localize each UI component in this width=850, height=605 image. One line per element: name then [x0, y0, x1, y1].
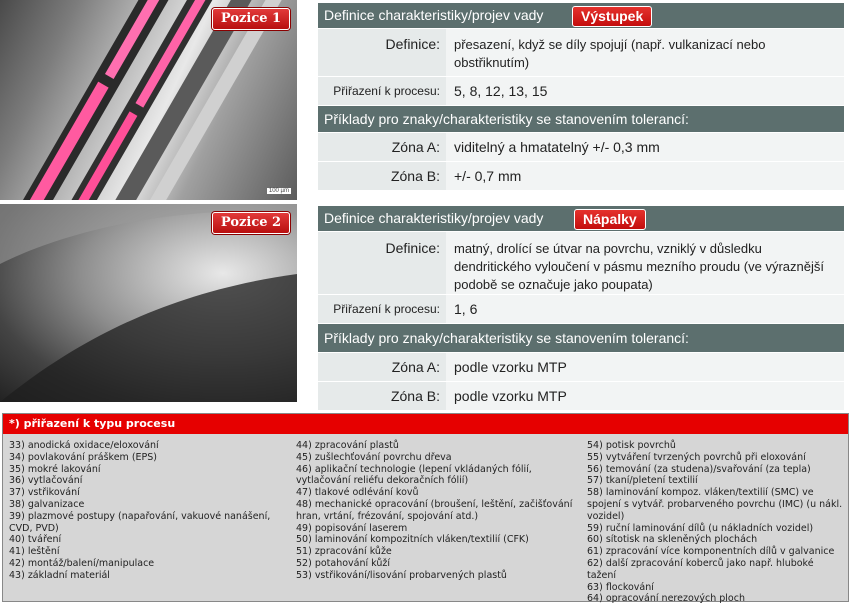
- zone-a-label: Zóna A:: [318, 133, 446, 161]
- zone-b-row: [318, 381, 844, 410]
- examples-header: Příklady pro znaky/charakteristiky se stanovením tolerancí:: [318, 323, 844, 352]
- process-list-item: 47) tlakové odlévání kovů: [296, 487, 419, 499]
- process-list-item: 55) vytváření tvrzených povrchů při eloxování: [587, 451, 806, 463]
- position-1-badge: Pozice 1: [212, 8, 290, 30]
- definition-row: [318, 28, 844, 76]
- process-list-column-1: [9, 440, 289, 582]
- process-assignment-title: *) přiřazení k typu procesu: [3, 414, 848, 434]
- process-list-item: 56) temování (za studena)/svařování (za tepla): [587, 463, 811, 475]
- process-list-item: 46) aplikační technologie (lepení vkládaných fólií, vytlačování reliéfu dekoračních fólií): [296, 463, 535, 487]
- process-list-item: 41) leštění: [9, 546, 60, 558]
- process-list-item: 48) mechanické opracování (broušení, leštění, začišťování hran, vrtání, frézování, spojování atd.): [296, 498, 576, 522]
- process-list-item: 60) sítotisk na skleněných plochách: [587, 534, 758, 546]
- examples-header: Příklady pro znaky/charakteristiky se stanovením tolerancí:: [318, 105, 844, 132]
- process-list-item: 43) základní materiál: [9, 569, 110, 581]
- process-list-item: 42) montáž/balení/manipulace: [9, 557, 155, 569]
- photo-1-illustration: [0, 0, 297, 200]
- process-list-item: 40) tváření: [9, 534, 62, 546]
- process-list-item: 61) zpracování více komponentních dílů v galvanice: [587, 546, 835, 558]
- zone-b-label: Zóna B:: [318, 162, 446, 190]
- assignment-row: [318, 76, 844, 105]
- process-list-column-3: [587, 440, 845, 605]
- defect-header-label: Definice charakteristiky/projev vady: [324, 7, 544, 23]
- process-list-column-2: [296, 440, 581, 582]
- process-list-item: 35) mokré lakování: [9, 463, 101, 475]
- process-list-item: 58) laminování kompoz. vláken/textilií (SMC) ve spojení s vytvář. probarveného povrchu (IMC) (u nákl. vozidel): [587, 487, 846, 522]
- defect-table-2: [318, 206, 844, 410]
- assignment-value: 5, 8, 12, 13, 15: [446, 77, 844, 105]
- assignment-value: 1, 6: [446, 295, 844, 323]
- position-2-badge: Pozice 2: [212, 212, 290, 234]
- process-list-item: 63) flockování: [587, 581, 654, 593]
- process-list-item: 59) ruční laminování dílů (u nákladních vozidel): [587, 522, 814, 534]
- assignment-row: [318, 294, 844, 323]
- definition-label: Definice:: [318, 232, 446, 294]
- definition-row: [318, 231, 844, 294]
- scale-bar: 100 µm: [268, 188, 289, 194]
- assignment-label: Přiřazení k procesu:: [318, 295, 446, 323]
- process-list-item: 36) vytlačování: [9, 475, 83, 487]
- process-list-item: 64) opracování nerezových ploch: [587, 593, 745, 605]
- definition-value: přesazení, když se díly spojují (např. vulkanizací nebo obstřiknutím): [446, 29, 844, 76]
- process-list-item: 51) zpracování kůže: [296, 546, 392, 558]
- zone-a-label: Zóna A:: [318, 353, 446, 381]
- defect-type-badge: Výstupek: [572, 6, 652, 27]
- defect-header: [318, 3, 844, 28]
- process-list-item: 54) potisk povrchů: [587, 440, 676, 451]
- defect-photo-2: [0, 204, 297, 402]
- zone-a-value: podle vzorku MTP: [446, 353, 844, 381]
- process-list-item: 37) vstřikování: [9, 487, 80, 499]
- zone-b-value: podle vzorku MTP: [446, 382, 844, 410]
- definition-value: matný, drolící se útvar na povrchu, vzniklý v důsledku dendritického vyloučení v pásmu mezního proudu (ve výraznější podobě se označuje jako poupata): [446, 232, 844, 294]
- process-list-item: 62) další zpracování koberců jako např. hluboké tažení: [587, 557, 817, 581]
- process-list-item: 33) anodická oxidace/eloxování: [9, 440, 159, 451]
- process-assignment-panel: [2, 413, 849, 605]
- process-list-item: 49) popisování laserem: [296, 522, 408, 534]
- process-list-item: 50) laminování kompozitních vláken/textilií (CFK): [296, 534, 529, 546]
- defect-header-label: Definice charakteristiky/projev vady: [324, 210, 544, 226]
- zone-a-row: [318, 132, 844, 161]
- defect-table-1: [318, 3, 844, 190]
- zone-b-value: +/- 0,7 mm: [446, 162, 844, 190]
- zone-a-row: [318, 352, 844, 381]
- definition-label: Definice:: [318, 29, 446, 76]
- process-list-item: 34) povlakování práškem (EPS): [9, 451, 158, 463]
- process-list-item: 53) vstřikování/lisování probarvených plastů: [296, 569, 507, 581]
- defect-header: [318, 206, 844, 231]
- zone-b-row: [318, 161, 844, 190]
- assignment-label: Přiřazení k procesu:: [318, 77, 446, 105]
- process-list-item: 57) tkaní/pletení textilií: [587, 475, 698, 487]
- defect-type-badge: Nápalky: [574, 209, 646, 230]
- zone-b-label: Zóna B:: [318, 382, 446, 410]
- zone-a-value: viditelný a hmatatelný +/- 0,3 mm: [446, 133, 844, 161]
- defect-photo-1: [0, 0, 297, 200]
- process-list-item: 52) potahování kůží: [296, 557, 391, 569]
- process-list-item: 44) zpracování plastů: [296, 440, 399, 451]
- process-list-item: 38) galvanizace: [9, 498, 85, 510]
- process-list-item: 45) zušlechťování povrchu dřeva: [296, 451, 452, 463]
- process-list-item: 39) plazmové postupy (napařování, vakuové nanášení, CVD, PVD): [9, 510, 274, 534]
